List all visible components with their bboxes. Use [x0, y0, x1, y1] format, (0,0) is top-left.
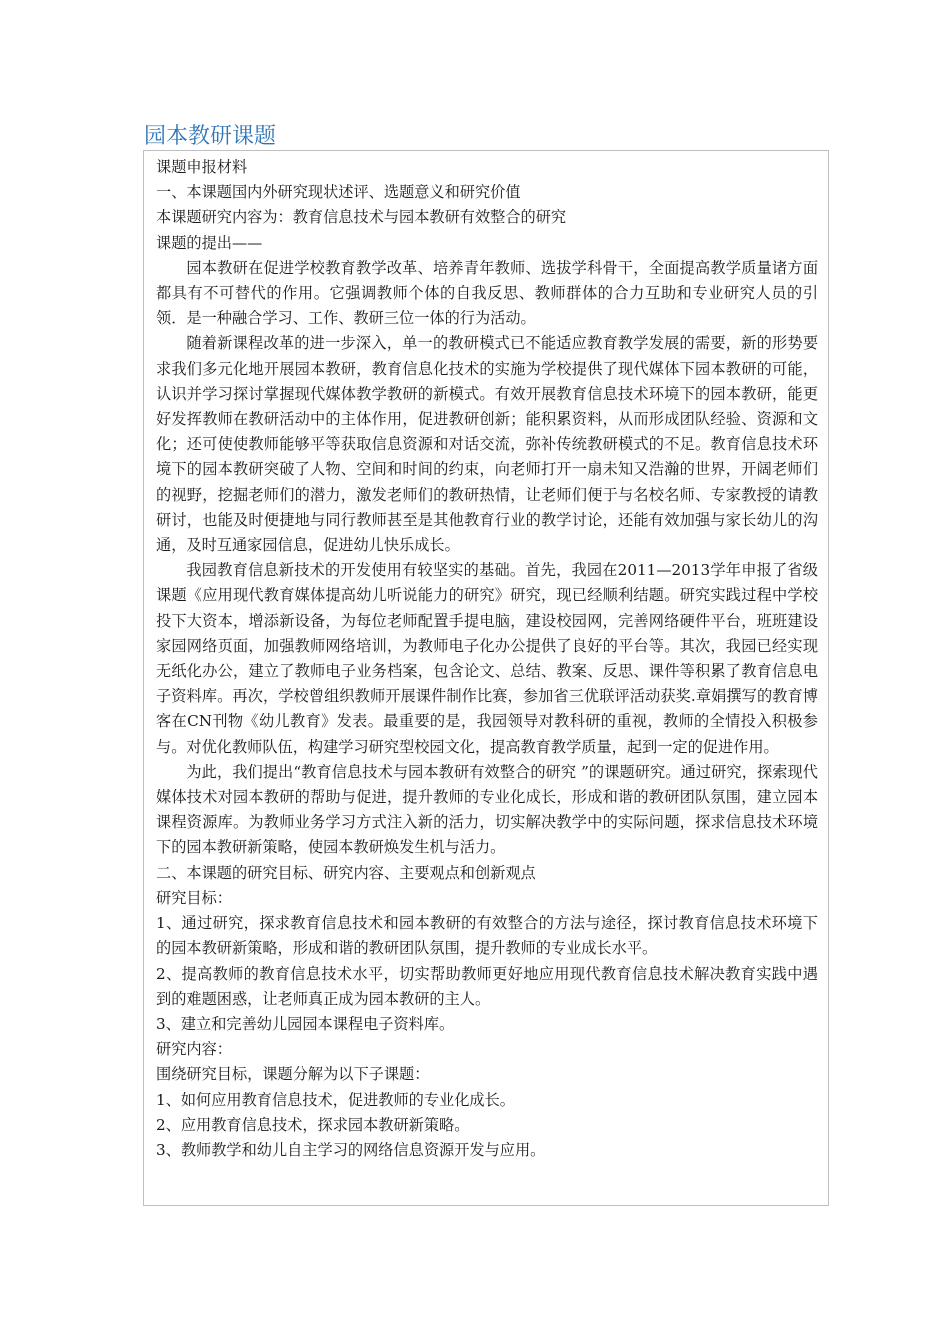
origin-heading: 课题的提出—— [156, 233, 263, 252]
subtopic-item: 1、如何应用教育信息技术，促进教师的专业化成长。 [156, 1090, 515, 1109]
content-frame [143, 150, 829, 1206]
goal-item: 1、通过研究，探求教育信息技术和园本教研的有效整合的方法与途径，探讨教育信息技术环境下的园本教研新策略，形成和谐的教研团队氛围，提升教师的专业成长水平。 [156, 914, 818, 958]
subtopic-item: 2、应用教育信息技术，探求园本教研新策略。 [156, 1115, 470, 1134]
paragraph-foundation: 我园教育信息新技术的开发使用有较坚实的基础。首先，我园在2011—2013学年申报了省级课题《应用现代教育媒体提高幼儿听说能力的研究》研究，现已经顺利结题。研究实践过程中学校投下大资本，增添新设备，为每位老师配置手提电脑，建设校园网，完善网络硬件平台，班班建设家园网络页面，加强教师网络培训，为教师电子化办公提供了良好的平台等。其次，我园已经实现无纸化办公，建立了教师电子业务档案，包含论文、总结、教案、反思、课件等积累了教育信息电子资料库。再次，学校曾组织教师开展课件制作比赛，参加省三优联评活动获奖.章娟撰写的教育博客在CN刊物《幼儿教育》发表。最重要的是，我园领导对教科研的重视，教师的全情投入积极参与。对优化教师队伍，构建学习研究型校园文化，提高教育教学质量，起到一定的促进作用。 [156, 561, 818, 756]
paragraph-intro: 园本教研在促进学校教育教学改革、培养青年教师、选拔学科骨干，全面提高教学质量诸方面都具有不可替代的作用。它强调教师个体的自我反思、教师群体的合力互助和专业研究人员的引领．是一种融合学习、工作、教研三位一体的行为活动。 [156, 258, 818, 328]
goal-item: 2、提高教师的教育信息技术水平，切实帮助教师更好地应用现代教育信息技术解决教育实践中遇到的难题困惑，让老师真正成为园本教研的主人。 [156, 964, 818, 1008]
research-content-line: 本课题研究内容为：教育信息技术与园本教研有效整合的研究 [156, 208, 567, 227]
subtopic-item: 3、教师教学和幼儿自主学习的网络信息资源开发与应用。 [156, 1140, 546, 1159]
contents-label: 研究内容： [156, 1040, 232, 1059]
paragraph-proposal: 为此，我们提出“教育信息技术与园本教研有效整合的研究 ”的课题研究。通过研究，探索现代媒体技术对园本教研的帮助与促进，提升教师的专业化成长，形成和谐的教研团队氛围，建立园本课程资源库。为教师业务学习方式注入新的活力，切实解决教学中的实际问题，探求信息技术环境下的园本教研新策略，使园本教研焕发生机与活力。 [156, 762, 818, 857]
goals-label: 研究目标： [156, 888, 232, 907]
heading-line: 课题申报材料 [156, 158, 248, 176]
section-one-heading: 一、本课题国内外研究现状述评、选题意义和研究价值 [156, 183, 521, 202]
contents-intro: 围绕研究目标，课题分解为以下子课题： [156, 1065, 430, 1084]
document-title: 园本教研课题 [144, 124, 277, 149]
section-two-heading: 二、本课题的研究目标、研究内容、主要观点和创新观点 [156, 863, 536, 882]
goal-item: 3、建立和完善幼儿园园本课程电子资料库。 [156, 1014, 455, 1033]
paragraph-reform: 随着新课程改革的进一步深入，单一的教研模式已不能适应教育教学发展的需要，新的形势要求我们多元化地开展园本教研，教育信息化技术的实施为学校提供了现代媒体下园本教研的可能，认识并学习探讨掌握现代媒体教学教研的新模式。有效开展教育信息技术环境下的园本教研，能更好发挥教师在教研活动中的主体作用，促进教研创新；能积累资料，从而形成团队经验、资源和文化；还可使使教师能够平等获取信息资源和对话交流，弥补传统教研模式的不足。教育信息技术环境下的园本教研突破了人物、空间和时间的约束，向老师打开一扇未知又浩瀚的世界，开阔老师们的视野，挖掘老师们的潜力，激发老师们的教研热情，让老师们便于与名校名师、专家教授的请教研讨，也能及时便捷地与同行教师甚至是其他教育行业的教学讨论，还能有效加强与家长幼儿的沟通，及时互通家园信息，促进幼儿快乐成长。 [156, 334, 818, 555]
